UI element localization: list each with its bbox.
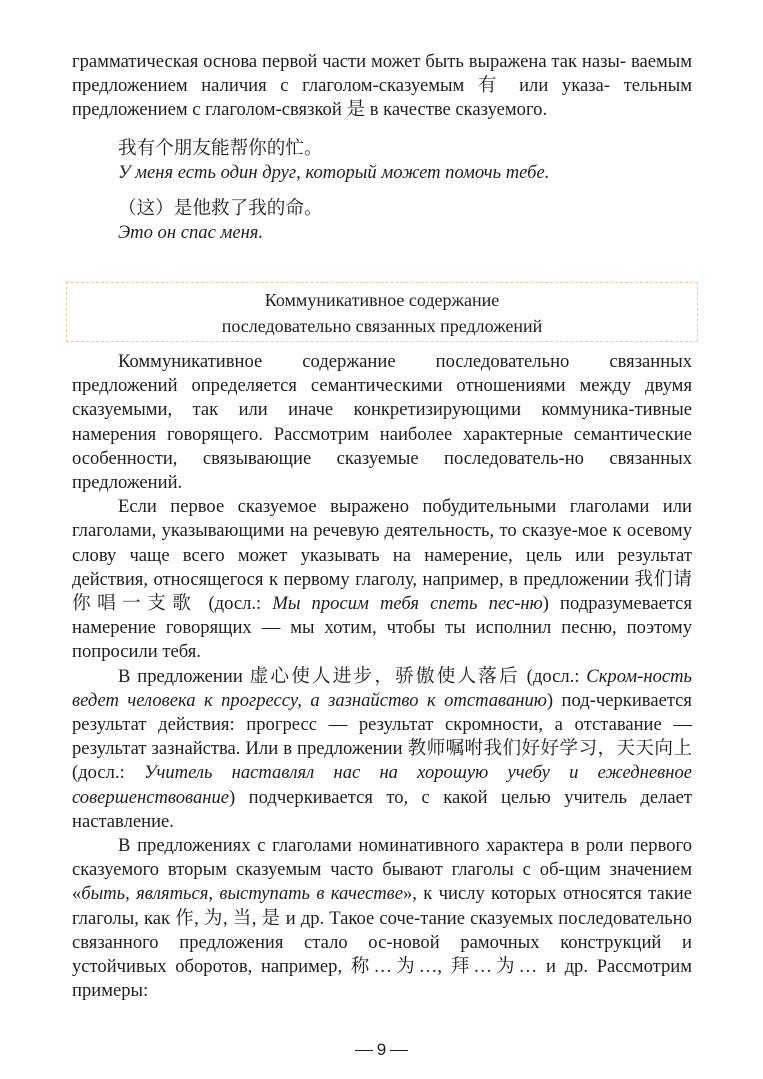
intro-block	[72, 50, 692, 245]
paragraph-2	[72, 495, 692, 664]
page-footer	[0, 1040, 763, 1060]
p2-chinese: 我们请你唱一支歌	[72, 568, 692, 615]
body-text	[72, 350, 692, 1003]
p3-chinese-1: 虚心使人进步，骄傲使人落后	[249, 665, 520, 687]
intro-line-2a: ваемым предложением наличия с глаголом-сказуемым	[72, 51, 693, 97]
p3-italic-2: Учитель наставлял нас на хорошую учебу и ежедневное совершенствование	[72, 762, 692, 808]
p2-italic: Мы просим тебя спеть пес-ню	[272, 593, 543, 615]
intro-line-3b: в качестве сказуемого.	[365, 99, 548, 121]
p4-text-a: В предложениях с глаголами номинативного характера в роли первого сказуемого вторым сказуемым часто бывают глаголы с об-щим значением «	[72, 835, 692, 905]
p4-text-b: », к числу которых относятся такие глаголы, как 作, 为, 当, 是 и др. Такое соче-тание сказуемых последовательно связанного предложения стало ос-новой рамочных конструкций и устойчивых оборотов, например, 称…为…, 拜…为… и др. Рассмотрим примеры:	[72, 883, 692, 1002]
example-1-chinese: 我有个朋友能帮你的忙。	[118, 137, 323, 159]
footer-dash-left	[355, 1050, 373, 1051]
example-1-translation: У меня есть один друг, который может помочь тебе.	[118, 161, 550, 183]
intro-zh-shi: 是	[346, 99, 366, 121]
p2-text-b: (досл.:	[197, 593, 273, 615]
page-number: 9	[376, 1040, 387, 1059]
example-2-translation: Это он спас меня.	[118, 222, 264, 244]
section-heading-line-1: Коммуникативное содержание	[264, 290, 500, 310]
intro-line-3a: тельным предложением с глаголом-связкой	[72, 75, 692, 121]
p3-chinese-2: 教师嘱咐我们好好学习，天天向上	[407, 738, 692, 760]
paragraph-3	[72, 665, 692, 834]
intro-line-1: грамматическая основа первой части может быть выражена так назы-	[72, 51, 627, 72]
section-heading	[66, 282, 698, 342]
p2-text-a: Если первое сказуемое выражено побудительными глаголами или глаголами, указывающими на речевую деятельность, то сказуе-мое к осевому слову чаще всего может указывать на намерение, цель или результат действия, относящегося к первому глаголу, например, в предложении	[72, 496, 692, 590]
p3-text-c: ) под-черкивается результат действия: прогресс — результат скромности, а отставание — результат зазнайства. Или в предложении	[72, 689, 692, 760]
section-heading-line-2: последовательно связанных предложений	[221, 316, 543, 336]
p2-text-c: ) подразумевается намерение говорящих — мы хотим, чтобы ты исполнил песню, поэтому попросили тебя.	[72, 593, 692, 663]
p3-text-e: ) подчеркивается то, с какой целью учитель делает наставление.	[72, 786, 692, 832]
intro-zh-you: 有	[477, 75, 506, 97]
paragraph-1: Коммуникативное содержание последовательно связанных предложений определяется семантическими отношениями между двумя сказуемыми, так или иначе конкретизирующими коммуника-тивные намерения говорящего. Рассмотрим наиболее характерные семантические особенности, связывающие сказуемые последователь-но связанных предложений.	[72, 351, 692, 494]
p3-text-d: (досл.:	[72, 762, 144, 784]
p3-text-b: (досл.:	[519, 665, 587, 687]
p3-italic-1: Скром-ность ведет человека к прогрессу, а зазнайство к отставанию	[72, 665, 693, 711]
p3-text-a: В предложении	[118, 665, 250, 687]
footer-dash-right	[390, 1050, 408, 1051]
example-2-chinese: （这）是他救了我的命。	[118, 198, 323, 220]
paragraph-4	[72, 834, 692, 1003]
intro-paragraph	[72, 50, 692, 123]
intro-line-2b: или указа-	[505, 75, 610, 97]
p4-italic: быть, являться, выступать в качестве	[81, 883, 403, 905]
